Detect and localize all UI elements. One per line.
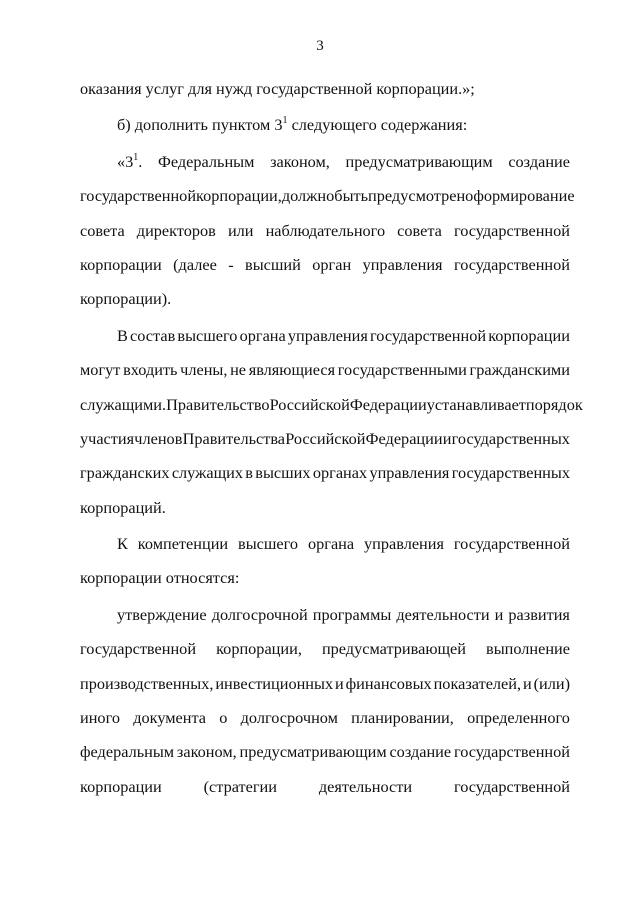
text-line (80, 145, 570, 179)
word: государственных (451, 428, 570, 448)
word: члены, (180, 360, 228, 380)
word: иного (80, 708, 120, 728)
word: и (494, 604, 504, 624)
word: служащих (171, 463, 243, 483)
word: предусмотрено (368, 186, 474, 206)
text-line (80, 248, 570, 282)
word: органа (239, 325, 286, 345)
text-line (80, 456, 570, 490)
word: государственной (453, 534, 570, 554)
word: предусматривающей (321, 639, 466, 659)
word: корпорации, (216, 639, 302, 659)
text-fragment: б) дополнить пунктом 3 (117, 115, 283, 135)
word: деятельности (396, 604, 490, 624)
word: инвестиционных (215, 673, 334, 693)
text-line (80, 701, 570, 735)
word: управления (364, 534, 444, 554)
word: участия (80, 428, 135, 448)
text-line (80, 388, 583, 422)
word: документа (133, 708, 207, 728)
word: состав (130, 325, 176, 345)
word: высших (255, 463, 311, 483)
word: могут (80, 360, 121, 380)
word: в (245, 463, 253, 483)
word: Федерации (349, 394, 427, 414)
word: развития (508, 604, 570, 624)
word: государственной (80, 639, 197, 659)
word: законом, (176, 742, 237, 762)
word: государственной (370, 325, 487, 345)
word: управления (287, 325, 368, 345)
word: корпорации, (196, 186, 282, 206)
word: Российской (285, 428, 366, 448)
word: высшего (238, 534, 299, 554)
word: В (117, 325, 128, 345)
word: государственной (453, 776, 570, 796)
word: орган (312, 254, 352, 274)
word: федеральным (80, 742, 175, 762)
word: предусматривающим (239, 742, 387, 762)
word: высший (245, 254, 301, 274)
text-line (80, 632, 570, 666)
word: государственной (453, 254, 570, 274)
word: создание (389, 742, 452, 762)
word: Федерации (365, 428, 443, 448)
text-line (80, 353, 570, 387)
word: корпорации (80, 254, 162, 274)
word: о (219, 708, 228, 728)
text-line (80, 527, 570, 561)
word: государственной (453, 220, 570, 240)
text-line (80, 735, 570, 769)
word: государственных (451, 463, 570, 483)
word: наблюдательного (265, 220, 386, 240)
word: компетенции (137, 534, 229, 554)
text-line: корпорации). (80, 289, 172, 309)
word: долгосрочном (240, 708, 338, 728)
word: совета (397, 220, 442, 240)
word: служащими. (80, 394, 167, 414)
word: не (230, 360, 247, 380)
text-line: оказания услуг для нужд государственной корпорации.»; (80, 79, 475, 98)
document-body (80, 72, 583, 804)
word: органах (312, 463, 368, 483)
word: формирование (473, 186, 575, 206)
text-line: корпорации относятся: (80, 568, 240, 588)
word: финансовых (345, 673, 432, 693)
word: должно (281, 186, 335, 206)
word: (стратегии (203, 776, 277, 796)
word: предусматривающим (345, 151, 493, 171)
word: долгосрочной (211, 604, 308, 624)
word: членов (134, 428, 183, 448)
word: порядок (525, 394, 583, 414)
word: гражданскими (469, 360, 570, 380)
superscript: 1 (282, 115, 288, 127)
word: органа (307, 534, 355, 554)
word: корпорации (80, 776, 162, 796)
superscript: 1 (133, 151, 139, 163)
word: и (522, 673, 532, 693)
word: Российской (269, 394, 350, 414)
text-line (80, 667, 570, 701)
paragraph-marker: «$3^1$. (117, 151, 143, 171)
word: планировании, (351, 708, 454, 728)
word: являющиеся (248, 360, 336, 380)
word: государственными (337, 360, 467, 380)
word: выполнение (486, 639, 570, 659)
text-line (80, 422, 570, 456)
word: и (335, 673, 344, 693)
word: директоров (136, 220, 216, 240)
text-line (80, 108, 570, 142)
word: гражданских (80, 463, 170, 483)
word: совета (80, 220, 125, 240)
text-fragment: следующего содержания: (287, 115, 468, 135)
word: - (228, 254, 234, 274)
word: Правительство (166, 394, 270, 414)
word: корпорации (488, 325, 570, 345)
word: или (227, 220, 254, 240)
text-line: корпораций. (80, 497, 166, 517)
text-line (80, 179, 575, 213)
word: законом, (270, 151, 330, 171)
word: создание (508, 151, 570, 171)
word: высшего (177, 325, 238, 345)
word: К (117, 534, 128, 554)
text-line (80, 598, 570, 632)
text-line (80, 214, 570, 248)
word: устанавливает (426, 394, 526, 414)
word: (далее (173, 254, 217, 274)
word: определенного (467, 708, 570, 728)
word: управления (362, 254, 443, 274)
page-number: 3 (316, 38, 324, 54)
word: государственной (453, 742, 570, 762)
word: показателей, (433, 673, 522, 693)
word: (или) (533, 673, 570, 693)
word: утверждение (117, 604, 207, 624)
word: программы (312, 604, 392, 624)
text-line (80, 770, 570, 804)
word: входить (123, 360, 178, 380)
word: и (442, 428, 452, 448)
word: управления (369, 463, 450, 483)
word: быть (334, 186, 369, 206)
word: производственных, (80, 673, 214, 693)
word: государственной (80, 186, 197, 206)
word: деятельности (318, 776, 413, 796)
text-line (80, 319, 570, 353)
word: Правительства (182, 428, 286, 448)
word: Федеральным (158, 151, 255, 171)
